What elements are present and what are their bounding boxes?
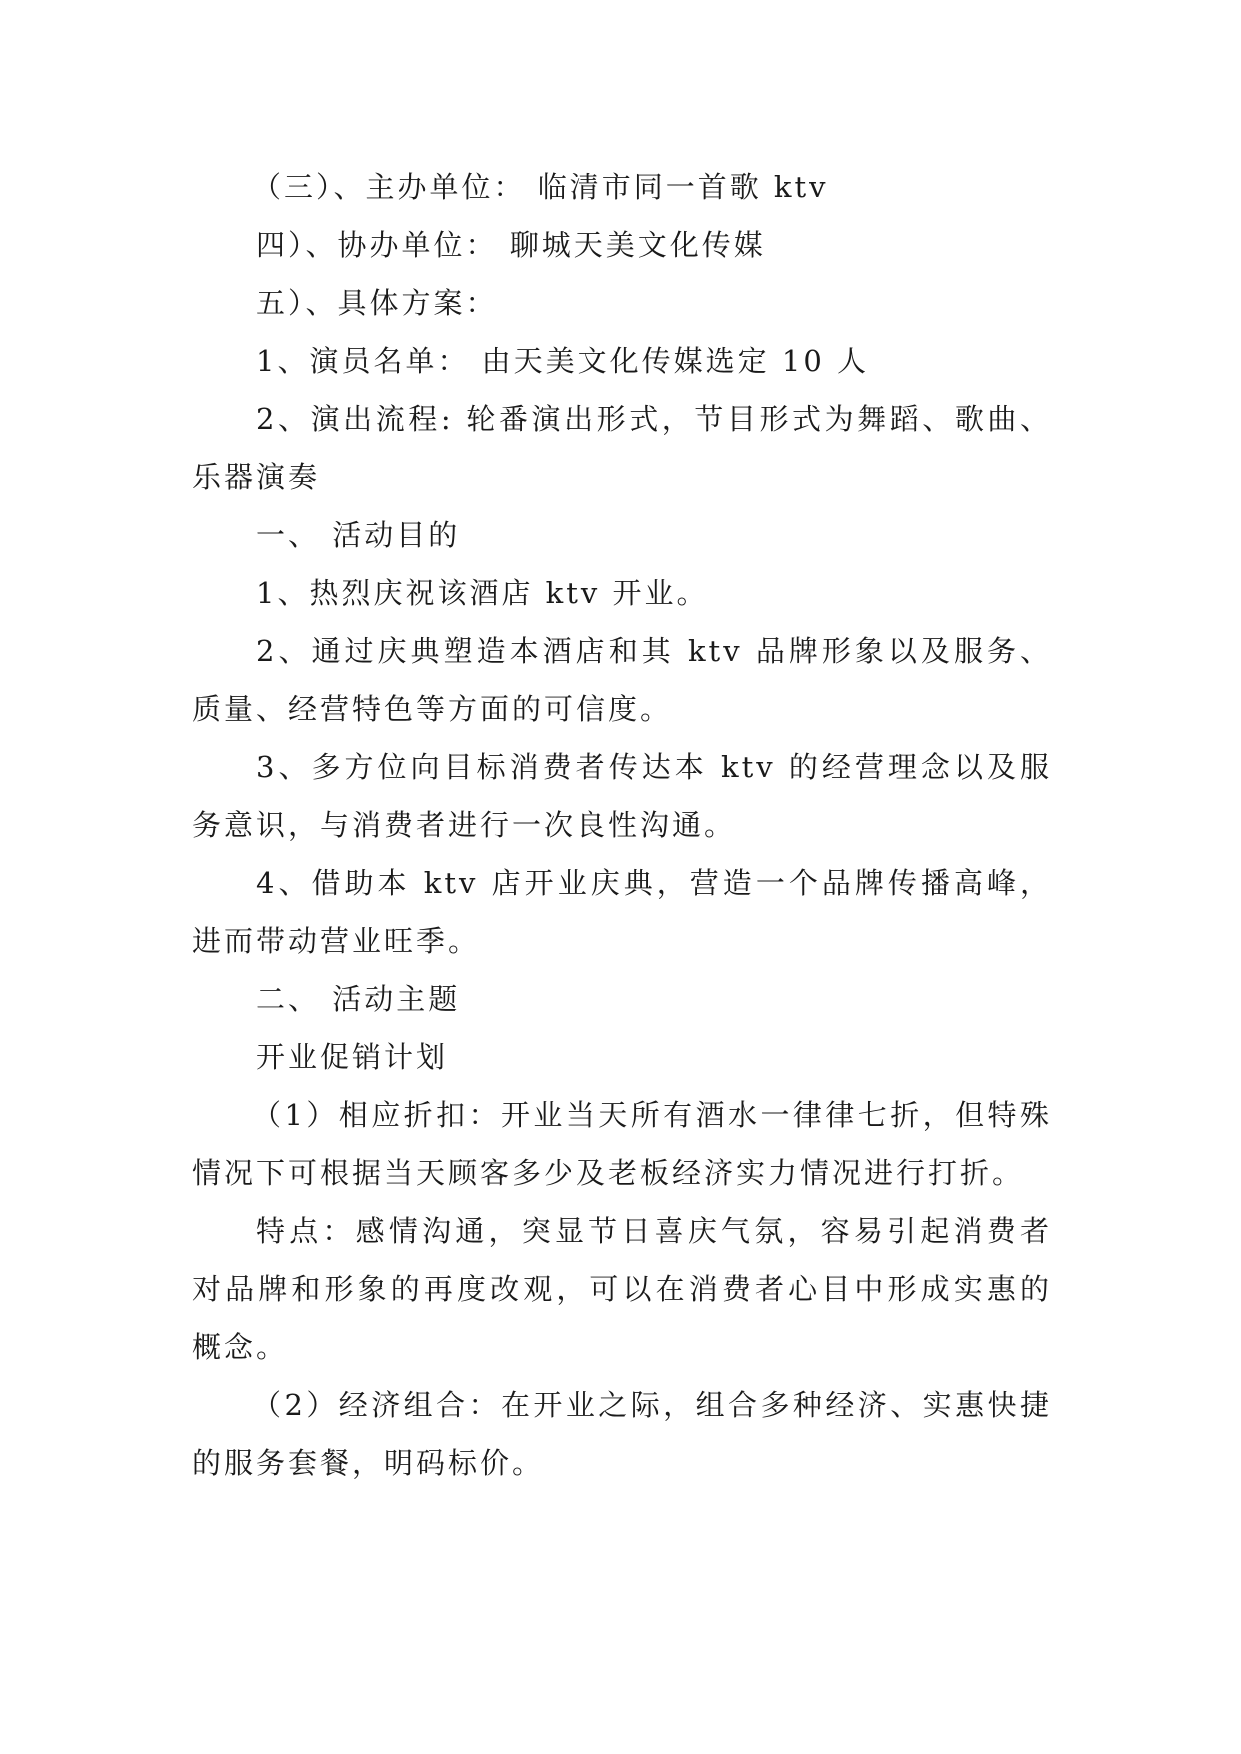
paragraph-plan-heading: 五）、具体方案： xyxy=(256,286,498,320)
paragraph-combo: （2）经济组合：在开业之际，组合多种经济、实惠快捷的服务套餐，明码标价。 xyxy=(192,1388,1052,1480)
paragraph-organizer: （三）、主办单位： 临清市同一首歌 ktv xyxy=(252,170,829,204)
paragraph-discount: （1）相应折扣：开业当天所有酒水一律律七折，但特殊情况下可根据当天顾客多少及老板经济实力情况进行打折。 xyxy=(192,1098,1052,1190)
paragraph-purpose-3: 3、多方位向目标消费者传达本 ktv 的经营理念以及服务意识，与消费者进行一次良性沟通。 xyxy=(192,750,1052,842)
paragraph-performance-flow: 2、演出流程: 轮番演出形式，节目形式为舞蹈、歌曲、乐器演奏 xyxy=(192,402,1052,494)
paragraph-performer-list: 1、演员名单： 由天美文化传媒选定 10 人 xyxy=(256,344,870,378)
document-body xyxy=(192,158,1052,1492)
section-heading-purpose: 一、 活动目的 xyxy=(256,518,461,552)
paragraph-purpose-2: 2、通过庆典塑造本酒店和其 ktv 品牌形象以及服务、质量、经营特色等方面的可信度。 xyxy=(192,634,1052,726)
paragraph-promotion-plan: 开业促销计划 xyxy=(256,1040,449,1074)
paragraph-purpose-1: 1、热烈庆祝该酒店 ktv 开业。 xyxy=(256,576,709,610)
paragraph-purpose-4: 4、借助本 ktv 店开业庆典，营造一个品牌传播高峰，进而带动营业旺季。 xyxy=(192,866,1052,958)
paragraph-co-organizer: 四）、协办单位： 聊城天美文化传媒 xyxy=(256,228,766,262)
section-heading-theme: 二、 活动主题 xyxy=(256,982,461,1016)
paragraph-features: 特点：感情沟通，突显节日喜庆气氛，容易引起消费者对品牌和形象的再度改观，可以在消费者心目中形成实惠的概念。 xyxy=(192,1214,1052,1364)
